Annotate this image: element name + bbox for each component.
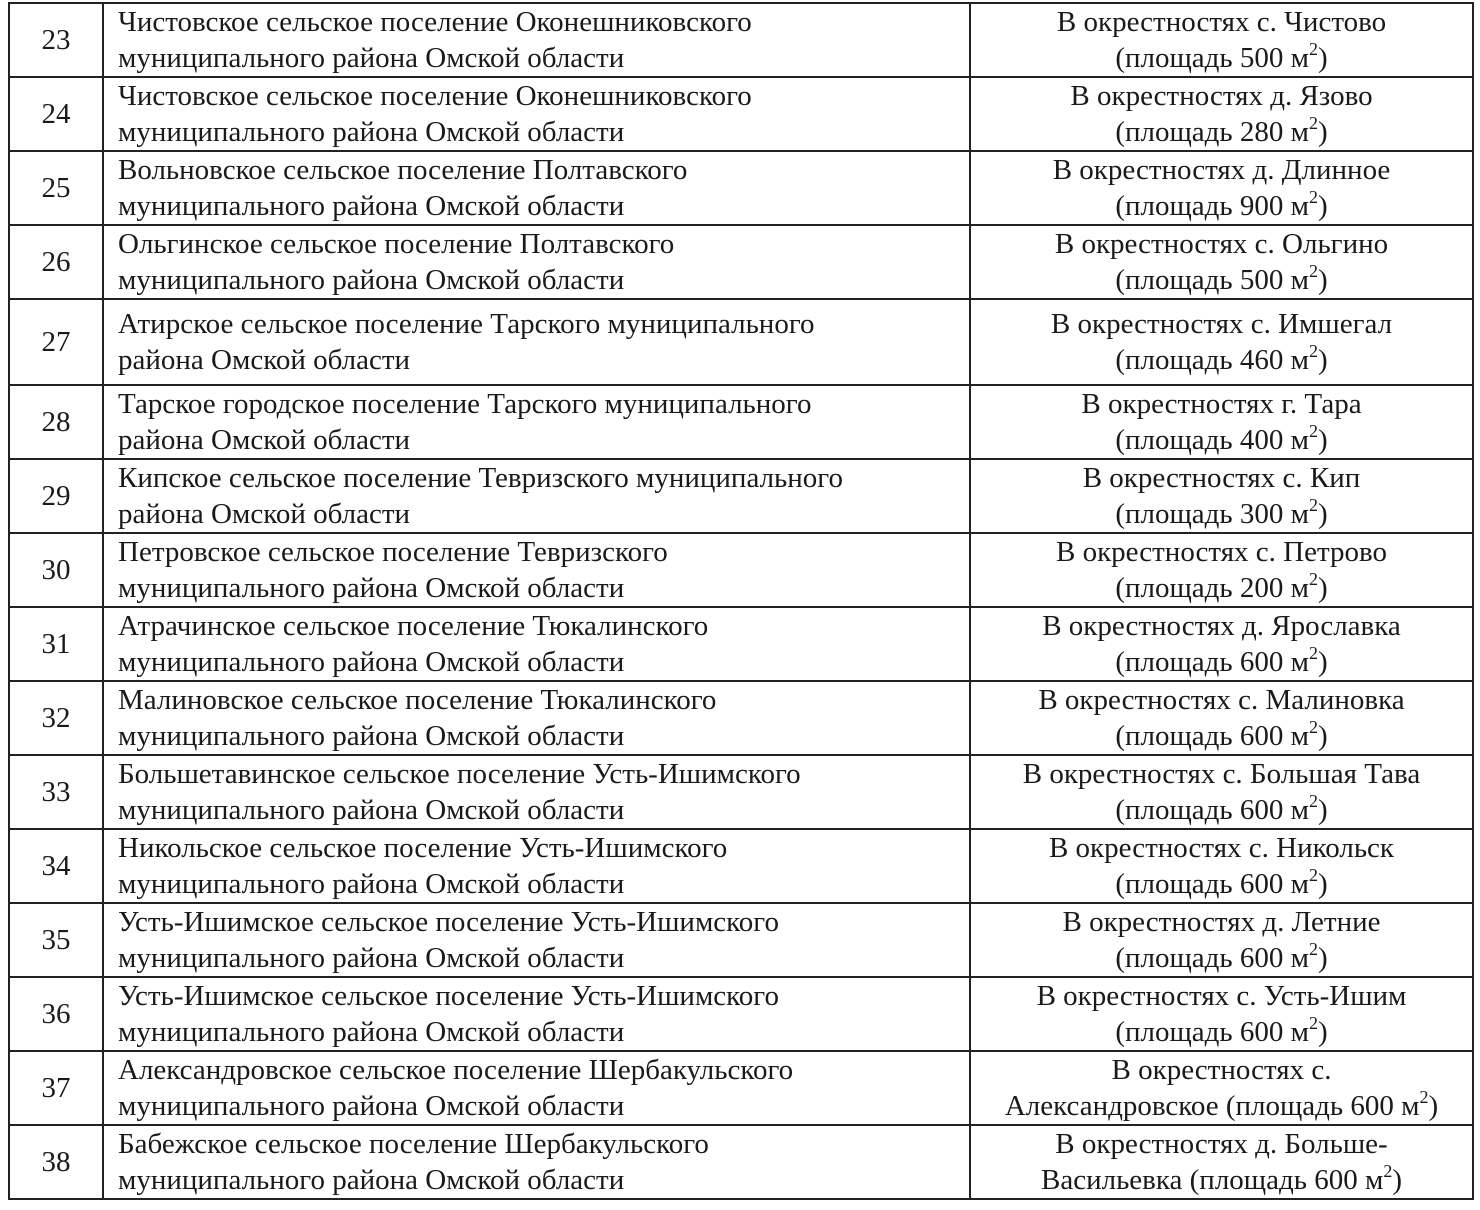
location-cell	[970, 225, 1473, 299]
location-cell	[970, 3, 1473, 77]
settlement-name-line-2: муниципального района Омской области	[118, 794, 625, 826]
location-cell	[970, 151, 1473, 225]
area-unit-exponent: 2	[1309, 421, 1318, 441]
table-row	[9, 533, 1473, 607]
table-row	[9, 385, 1473, 459]
location-cell	[970, 607, 1473, 681]
settlement-name-cell	[103, 903, 970, 977]
area-unit-exponent: 2	[1309, 791, 1318, 811]
location-line-2	[975, 262, 1468, 298]
location-line-2	[975, 792, 1468, 828]
location-cell	[970, 533, 1473, 607]
settlement-name-line-1: Петровское сельское поселение Тевризского	[118, 536, 668, 568]
settlement-name-line-1: Никольское сельское поселение Усть-Ишимского	[118, 832, 728, 864]
settlement-name-cell	[103, 299, 970, 385]
row-number: 35	[9, 903, 103, 977]
area-text: (площадь 600 м	[1115, 794, 1309, 826]
table-row	[9, 903, 1473, 977]
location-line-2	[975, 644, 1468, 680]
settlement-name-line-2: муниципального района Омской области	[118, 942, 625, 974]
location-line-2	[975, 1088, 1468, 1124]
row-number: 38	[9, 1125, 103, 1199]
area-close: )	[1318, 116, 1328, 148]
area-unit-exponent: 2	[1309, 261, 1318, 281]
area-unit-exponent: 2	[1309, 187, 1318, 207]
settlement-name-line-1: Чистовское сельское поселение Оконешниковского	[118, 6, 752, 38]
area-unit-exponent: 2	[1309, 39, 1318, 59]
settlement-name-line-1: Усть-Ишимское сельское поселение Усть-Ишимского	[118, 906, 779, 938]
settlement-name-line-1: Ольгинское сельское поселение Полтавского	[118, 228, 675, 260]
area-unit-exponent: 2	[1309, 865, 1318, 885]
settlement-name-cell	[103, 459, 970, 533]
settlement-name-line-2: муниципального района Омской области	[118, 1016, 625, 1048]
settlement-name-cell	[103, 1051, 970, 1125]
table-row	[9, 3, 1473, 77]
location-line-1: В окрестностях д. Длинное	[1052, 154, 1391, 186]
location-cell	[970, 681, 1473, 755]
area-unit-exponent: 2	[1309, 643, 1318, 663]
settlement-name-line-2: муниципального района Омской области	[118, 646, 625, 678]
area-text: (площадь 500 м	[1115, 42, 1309, 74]
area-unit-exponent: 2	[1309, 717, 1318, 737]
settlements-table	[8, 2, 1474, 1200]
table-row	[9, 151, 1473, 225]
settlement-name-cell	[103, 755, 970, 829]
area-close: )	[1318, 646, 1328, 678]
settlement-name-cell	[103, 607, 970, 681]
row-number: 28	[9, 385, 103, 459]
area-unit-exponent: 2	[1309, 341, 1318, 361]
settlement-name-line-2: муниципального района Омской области	[118, 1090, 625, 1122]
settlement-name-line-2: района Омской области	[118, 424, 411, 456]
settlement-name-line-2: муниципального района Омской области	[118, 720, 625, 752]
row-number: 23	[9, 3, 103, 77]
table-row	[9, 459, 1473, 533]
settlement-name-cell	[103, 977, 970, 1051]
area-close: )	[1318, 42, 1328, 74]
settlement-name-line-2: района Омской области	[118, 344, 411, 376]
settlement-name-cell	[103, 77, 970, 151]
area-unit-exponent: 2	[1309, 113, 1318, 133]
area-unit-exponent: 2	[1309, 569, 1318, 589]
table-row	[9, 977, 1473, 1051]
location-line-2	[975, 866, 1468, 902]
settlement-name-cell	[103, 225, 970, 299]
area-text: (площадь 200 м	[1115, 572, 1309, 604]
settlement-name-line-1: Усть-Ишимское сельское поселение Усть-Ишимского	[118, 980, 779, 1012]
area-text: Александровское (площадь 600 м	[1004, 1090, 1420, 1122]
location-line-1: В окрестностях с. Кип	[1082, 462, 1361, 494]
location-line-1: В окрестностях с.	[1111, 1054, 1332, 1086]
location-line-1: В окрестностях с. Малиновка	[1038, 684, 1405, 716]
location-line-1: В окрестностях с. Ольгино	[1054, 228, 1389, 260]
row-number: 27	[9, 299, 103, 385]
location-line-2	[975, 342, 1468, 378]
area-unit-exponent: 2	[1309, 495, 1318, 515]
settlement-name-line-1: Атрачинское сельское поселение Тюкалинского	[118, 610, 709, 642]
table-row	[9, 681, 1473, 755]
location-cell	[970, 755, 1473, 829]
area-text: (площадь 600 м	[1115, 1016, 1309, 1048]
location-line-2	[975, 1014, 1468, 1050]
location-cell	[970, 459, 1473, 533]
location-cell	[970, 977, 1473, 1051]
location-line-2	[975, 570, 1468, 606]
location-line-2	[975, 114, 1468, 150]
settlement-name-cell	[103, 829, 970, 903]
area-text: Васильевка (площадь 600 м	[1041, 1164, 1384, 1196]
settlement-name-cell	[103, 681, 970, 755]
location-line-1: В окрестностях д. Ярославка	[1042, 610, 1401, 642]
row-number: 33	[9, 755, 103, 829]
settlement-name-line-1: Кипское сельское поселение Тевризского муниципального	[118, 462, 843, 494]
area-close: )	[1318, 498, 1328, 530]
area-close: )	[1318, 720, 1328, 752]
area-text: (площадь 600 м	[1115, 720, 1309, 752]
settlement-name-line-2: муниципального района Омской области	[118, 116, 625, 148]
location-line-2	[975, 422, 1468, 458]
settlement-name-line-1: Тарское городское поселение Тарского муниципального	[118, 388, 812, 420]
area-text: (площадь 500 м	[1115, 264, 1309, 296]
settlement-name-line-1: Вольновское сельское поселение Полтавского	[118, 154, 688, 186]
settlement-name-line-1: Александровское сельское поселение Шербакульского	[118, 1054, 794, 1086]
area-unit-exponent: 2	[1309, 1013, 1318, 1033]
settlement-name-line-2: муниципального района Омской области	[118, 572, 625, 604]
location-line-1: В окрестностях г. Тара	[1081, 388, 1362, 420]
row-number: 34	[9, 829, 103, 903]
location-line-2	[975, 188, 1468, 224]
settlement-name-line-1: Атирское сельское поселение Тарского муниципального	[118, 308, 815, 340]
row-number: 37	[9, 1051, 103, 1125]
area-close: )	[1428, 1090, 1439, 1122]
area-close: )	[1318, 424, 1328, 456]
location-line-1: В окрестностях с. Никольск	[1048, 832, 1395, 864]
location-cell	[970, 1051, 1473, 1125]
settlement-name-cell	[103, 385, 970, 459]
location-line-2	[975, 1162, 1468, 1198]
table-row	[9, 607, 1473, 681]
row-number: 24	[9, 77, 103, 151]
area-text: (площадь 280 м	[1115, 116, 1309, 148]
location-line-2	[975, 940, 1468, 976]
location-line-1: В окрестностях с. Петрово	[1055, 536, 1388, 568]
table-body	[9, 3, 1473, 1199]
area-text: (площадь 460 м	[1115, 344, 1309, 376]
settlement-name-cell	[103, 1125, 970, 1199]
settlement-name-cell	[103, 3, 970, 77]
location-line-1: В окрестностях д. Летние	[1062, 906, 1381, 938]
location-cell	[970, 903, 1473, 977]
location-line-1: В окрестностях с. Имшегал	[1050, 308, 1393, 340]
settlement-name-line-1: Чистовское сельское поселение Оконешниковского	[118, 80, 752, 112]
row-number: 29	[9, 459, 103, 533]
settlement-name-cell	[103, 151, 970, 225]
table-row	[9, 1125, 1473, 1199]
area-unit-exponent: 2	[1309, 939, 1318, 959]
settlement-name-line-2: района Омской области	[118, 498, 411, 530]
settlement-name-line-2: муниципального района Омской области	[118, 1164, 625, 1196]
area-close: )	[1318, 190, 1328, 222]
area-close: )	[1318, 868, 1328, 900]
area-text: (площадь 900 м	[1115, 190, 1309, 222]
location-cell	[970, 77, 1473, 151]
settlement-name-line-1: Бабежское сельское поселение Шербакульского	[118, 1128, 709, 1160]
settlement-name-line-1: Большетавинское сельское поселение Усть-Ишимского	[118, 758, 801, 790]
row-number: 30	[9, 533, 103, 607]
location-line-2	[975, 718, 1468, 754]
row-number: 25	[9, 151, 103, 225]
location-cell	[970, 829, 1473, 903]
table-row	[9, 755, 1473, 829]
area-close: )	[1318, 794, 1328, 826]
table-row	[9, 225, 1473, 299]
location-line-2	[975, 40, 1468, 76]
settlement-name-line-2: муниципального района Омской области	[118, 190, 625, 222]
area-close: )	[1318, 942, 1328, 974]
settlement-name-line-2: муниципального района Омской области	[118, 42, 625, 74]
location-line-2	[975, 496, 1468, 532]
location-line-1: В окрестностях д. Язово	[1070, 80, 1373, 112]
settlement-name-line-2: муниципального района Омской области	[118, 264, 625, 296]
area-text: (площадь 600 м	[1115, 868, 1309, 900]
table-row	[9, 1051, 1473, 1125]
row-number: 31	[9, 607, 103, 681]
area-close: )	[1318, 1016, 1328, 1048]
table-row	[9, 77, 1473, 151]
area-unit-exponent: 2	[1383, 1161, 1393, 1181]
settlement-name-line-2: муниципального района Омской области	[118, 868, 625, 900]
settlement-name-line-1: Малиновское сельское поселение Тюкалинского	[118, 684, 717, 716]
area-text: (площадь 600 м	[1115, 942, 1309, 974]
area-unit-exponent: 2	[1419, 1087, 1429, 1107]
location-cell	[970, 299, 1473, 385]
area-text: (площадь 400 м	[1115, 424, 1309, 456]
area-text: (площадь 600 м	[1115, 646, 1309, 678]
location-line-1: В окрестностях д. Больше-	[1055, 1128, 1388, 1160]
area-close: )	[1318, 344, 1328, 376]
location-line-1: В окрестностях с. Большая Тава	[1022, 758, 1421, 790]
location-cell	[970, 385, 1473, 459]
area-close: )	[1392, 1164, 1402, 1196]
table-row	[9, 299, 1473, 385]
row-number: 36	[9, 977, 103, 1051]
location-cell	[970, 1125, 1473, 1199]
row-number: 32	[9, 681, 103, 755]
area-text: (площадь 300 м	[1115, 498, 1309, 530]
location-line-1: В окрестностях с. Чистово	[1056, 6, 1387, 38]
area-close: )	[1318, 572, 1328, 604]
table-row	[9, 829, 1473, 903]
settlement-name-cell	[103, 533, 970, 607]
row-number: 26	[9, 225, 103, 299]
area-close: )	[1318, 264, 1328, 296]
location-line-1: В окрестностях с. Усть-Ишим	[1036, 980, 1407, 1012]
